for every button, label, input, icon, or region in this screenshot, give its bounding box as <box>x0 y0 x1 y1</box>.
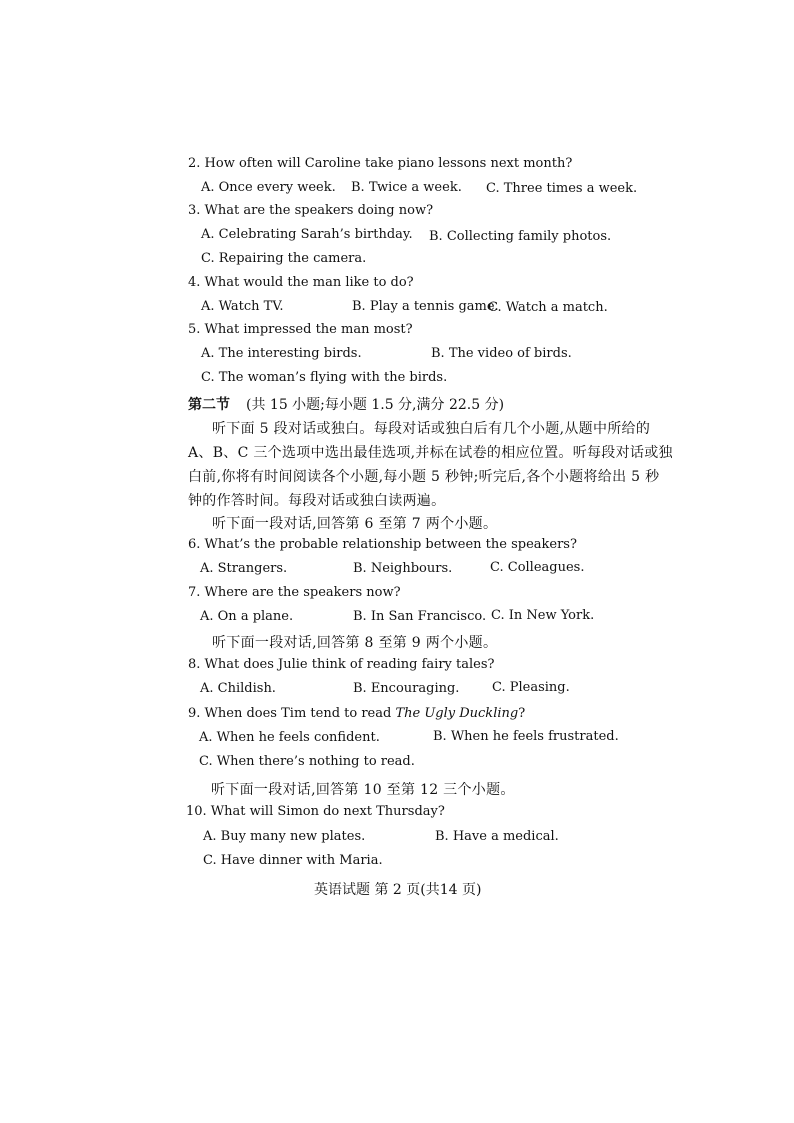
question-3-option-a: A. Celebrating Sarah’s birthday. <box>201 227 413 242</box>
question-6-option-a: A. Strangers. <box>200 561 288 576</box>
question-7-option-a: A. On a plane. <box>200 609 294 624</box>
direction-q10-12: 听下面一段对话,回答第 10 至第 12 三个小题。 <box>211 782 515 798</box>
question-2-option-c: C. Three times a week. <box>486 181 638 196</box>
question-2-stem: 2. How often will Caroline take piano lessons next month? <box>188 156 573 171</box>
instruction-line-1: 听下面 5 段对话或独白。每段对话或独白后有几个小题,从题中所给的 <box>212 421 651 437</box>
question-2-option-b: B. Twice a week. <box>351 180 462 195</box>
section-2-header <box>188 394 504 414</box>
instruction-line-3: 白前,你将有时间阅读各个小题,每小题 5 秒钟;听完后,各个小题将给出 5 秒 <box>188 469 660 485</box>
direction-q6-7: 听下面一段对话,回答第 6 至第 7 两个小题。 <box>212 516 498 532</box>
question-5-option-a: A. The interesting birds. <box>201 346 362 361</box>
question-3-option-b: B. Collecting family photos. <box>429 229 612 244</box>
question-9-stem-suffix: ? <box>518 706 526 721</box>
question-8-stem: 8. What does Julie think of reading fairy tales? <box>188 657 495 672</box>
instruction-line-4: 钟的作答时间。每段对话或独白读两遍。 <box>188 493 446 509</box>
question-5-option-b: B. The video of birds. <box>431 346 572 361</box>
question-10-option-c: C. Have dinner with Maria. <box>203 853 383 868</box>
question-6-option-b: B. Neighbours. <box>353 561 453 576</box>
section-title: 第二节 <box>188 397 230 413</box>
question-10-option-a: A. Buy many new plates. <box>203 829 366 844</box>
question-5-stem: 5. What impressed the man most? <box>188 322 413 337</box>
question-10-stem: 10. What will Simon do next Thursday? <box>186 804 445 819</box>
instruction-line-2: A、B、C 三个选项中选出最佳选项,并标在试卷的相应位置。听每段对话或独 <box>188 445 673 461</box>
question-7-option-b: B. In San Francisco. <box>353 609 487 624</box>
question-9-option-a: A. When he feels confident. <box>199 730 380 745</box>
question-9-book-title: The Ugly Duckling <box>395 706 519 721</box>
question-6-option-c: C. Colleagues. <box>490 560 585 575</box>
question-4-option-c: C. Watch a match. <box>488 300 608 315</box>
question-10-option-b: B. Have a medical. <box>435 829 559 844</box>
question-8-option-b: B. Encouraging. <box>353 681 460 696</box>
question-8-option-a: A. Childish. <box>200 681 276 696</box>
question-9-stem <box>188 706 525 721</box>
question-6-stem: 6. What’s the probable relationship between the speakers? <box>188 537 577 552</box>
question-9-option-b: B. When he feels frustrated. <box>433 729 619 744</box>
page-footer: 英语试题 第 2 页(共14 页) <box>314 882 482 898</box>
question-8-option-c: C. Pleasing. <box>492 680 570 695</box>
section-scoring: (共 15 小题;每小题 1.5 分,满分 22.5 分) <box>246 397 505 413</box>
question-2-option-a: A. Once every week. <box>201 180 336 195</box>
question-7-option-c: C. In New York. <box>491 608 595 623</box>
question-4-option-b: B. Play a tennis game. <box>352 299 499 314</box>
question-9-stem-prefix: 9. When does Tim tend to read <box>188 706 396 721</box>
question-7-stem: 7. Where are the speakers now? <box>188 585 401 600</box>
question-3-stem: 3. What are the speakers doing now? <box>188 203 434 218</box>
question-9-option-c: C. When there’s nothing to read. <box>199 754 415 769</box>
question-3-option-c: C. Repairing the camera. <box>201 251 367 266</box>
direction-q8-9: 听下面一段对话,回答第 8 至第 9 两个小题。 <box>212 635 498 651</box>
question-4-option-a: A. Watch TV. <box>201 299 284 314</box>
question-4-stem: 4. What would the man like to do? <box>188 275 414 290</box>
question-5-option-c: C. The woman’s flying with the birds. <box>201 370 448 385</box>
